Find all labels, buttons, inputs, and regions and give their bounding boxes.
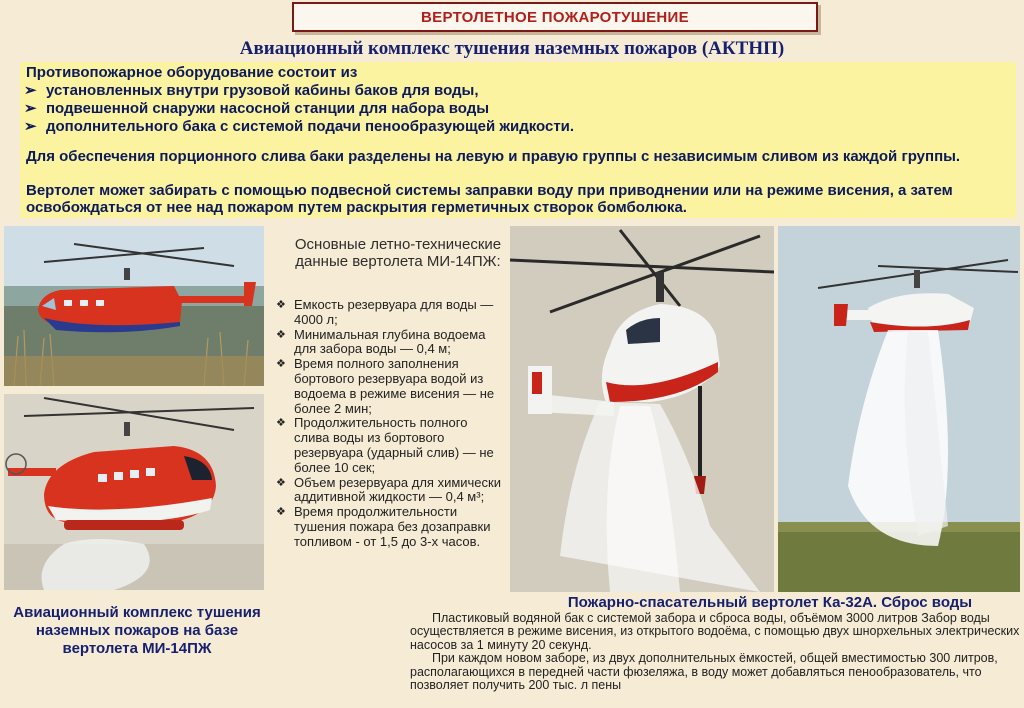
equipment-list bbox=[24, 82, 574, 136]
ka32-description bbox=[410, 612, 1022, 692]
diamond-bullet-icon: ❖ bbox=[276, 417, 286, 430]
specs-list bbox=[276, 298, 502, 550]
photo-ka32-bucket bbox=[510, 226, 774, 592]
caption-mi14: Авиационный комплекс тушения наземных пожаров на базе вертолета МИ-14ПЖ bbox=[13, 604, 261, 657]
list-item: ➢ установленных внутри грузовой кабины баков для воды, bbox=[24, 82, 479, 99]
list-item: ➢ дополнительного бака с системой подачи пенообразующей жидкости. bbox=[24, 118, 575, 135]
list-item: ❖ Время полного заполнения бортового резервуара водой из водоема в режиме висения — не более 2 мин; bbox=[276, 356, 495, 416]
photo-mi14-water-drop bbox=[4, 394, 264, 590]
list-item: ❖ Продолжительность полного слива воды из бортового резервуара (ударный слив) — не более 10 сек; bbox=[276, 415, 494, 475]
arrow-bullet-icon: ➢ bbox=[24, 82, 37, 99]
section-subtitle: Авиационный комплекс тушения наземных пожаров (АКТНП) bbox=[239, 38, 785, 59]
diamond-bullet-icon: ❖ bbox=[276, 476, 286, 489]
photo-mi14-over-water bbox=[4, 226, 264, 386]
list-item: ➢ подвешенной снаружи насосной станции для набора воды bbox=[24, 100, 490, 117]
intro-lead: Противопожарное оборудование состоит из bbox=[26, 64, 358, 81]
page-title-text: ВЕРТОЛЕТНОЕ ПОЖАРОТУШЕНИЕ bbox=[421, 8, 689, 26]
page-title bbox=[292, 2, 818, 32]
diamond-bullet-icon: ❖ bbox=[276, 358, 286, 371]
ka32-paragraph-1: Пластиковый водяной бак с системой забора и сброса воды, объёмом 3000 литров Забор воды осуществляется в режиме висения, из открытого водоёма, с помощью двух шнорхельных электрических насосов за 1 минуту 20 секунд. bbox=[410, 611, 1020, 652]
diamond-bullet-icon: ❖ bbox=[276, 328, 286, 341]
diamond-bullet-icon: ❖ bbox=[276, 506, 286, 519]
arrow-bullet-icon: ➢ bbox=[24, 118, 37, 135]
photo-ka32-field-drop bbox=[778, 226, 1020, 592]
caption-ka32: Пожарно-спасательный вертолет Ка-32А. Сброс воды bbox=[567, 594, 973, 611]
list-item: ❖ Минимальная глубина водоема для забора воды — 0,4 м; bbox=[276, 326, 486, 357]
diamond-bullet-icon: ❖ bbox=[276, 299, 286, 311]
intro-paragraph-1: Для обеспечения порционного слива баки разделены на левую и правую группы с независимым сливом из каждой группы. bbox=[26, 148, 961, 165]
list-item: ❖ Емкость резервуара для воды — 4000 л; bbox=[276, 297, 494, 327]
list-item: ❖ Время продолжительности тушения пожара без дозаправки топливом - от 1,5 до 3-х часов. bbox=[276, 504, 491, 549]
list-item: ❖ Объем резервуара для химически аддитивной жидкости — 0,4 м³; bbox=[276, 474, 501, 505]
ka32-paragraph-2: При каждом новом заборе, из двух дополнительных ёмкостей, общей вместимостью 300 литров, располагающихся в передней части фюзеляжа, в воду может добавляться пенообразователь, что позволяет получить 200 тыс. л пены bbox=[410, 651, 998, 693]
arrow-bullet-icon: ➢ bbox=[24, 100, 37, 117]
intro-paragraph-2: Вертолет может забирать с помощью подвесной системы заправки воду при приводнении или на режиме висения, а затем освобождаться от нее над пожаром путем раскрытия герметичных створок бомболюка. bbox=[26, 182, 953, 216]
specs-heading: Основные летно-технические данные вертолета МИ-14ПЖ: bbox=[294, 236, 502, 270]
